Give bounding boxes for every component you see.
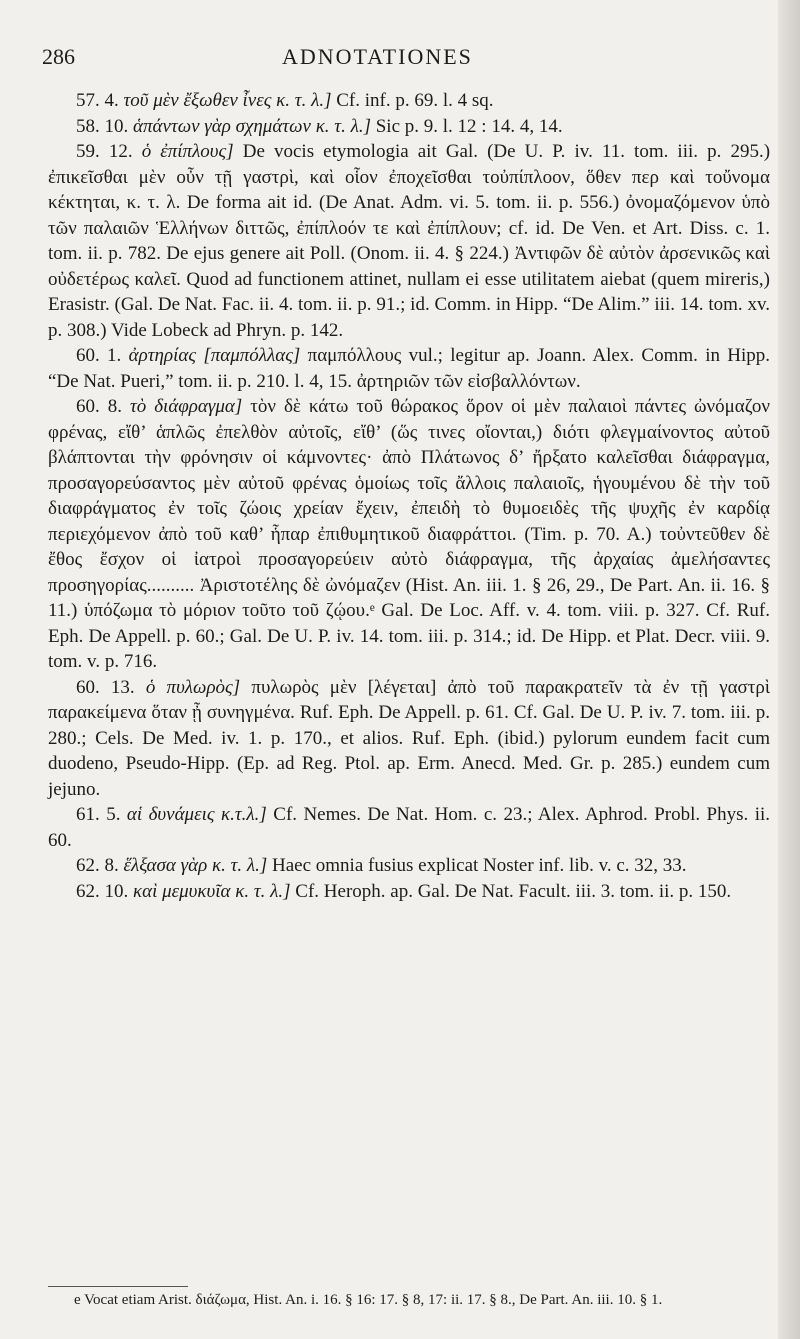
- annotation-lemma: τὸ διάφραγμα]: [129, 396, 243, 417]
- annotation-ref: 60. 13.: [76, 676, 135, 698]
- annotation-lemma: καὶ μεμυκυῖα κ. τ. λ.]: [133, 880, 291, 902]
- annotation: [48, 853, 770, 879]
- annotation-lemma: ἁπάντων γὰρ σχημάτων κ. τ. λ.]: [133, 115, 371, 137]
- annotation-lemma: αἱ δυνάμεις κ.τ.λ.]: [126, 804, 267, 825]
- footnote-text: Vocat etiam Arist. διάζωμα, Hist. An. i. 16. § 16: 17. § 8, 17: ii. 17. § 8., De Part. An. iii. 10. § 1.: [84, 1292, 663, 1308]
- page-number: 286: [42, 44, 75, 69]
- annotation-ref: 62. 10.: [76, 880, 129, 902]
- annotation: [48, 114, 770, 140]
- annotation-lemma: ὁ πυλωρὸς]: [145, 676, 241, 698]
- annotation: [48, 343, 770, 394]
- annotation-ref: 62. 8.: [76, 855, 119, 876]
- page-header: [42, 44, 750, 74]
- annotation-text: Cf. inf. p. 69. l. 4 sq.: [336, 90, 494, 111]
- annotation-text: Cf. Heroph. ap. Gal. De Nat. Facult. iii. 3. tom. ii. p. 150.: [295, 880, 732, 902]
- annotation: [48, 802, 770, 853]
- running-head: ADNOTATIONES: [282, 44, 473, 69]
- annotation-text: Sic p. 9. l. 12 : 14. 4, 14.: [375, 115, 563, 137]
- annotation-ref: 60. 1.: [76, 345, 122, 366]
- annotation-text: παμπόλλους vul.; legitur ap. Joann. Alex. Comm. in Hipp. “De Nat. Pueri,” tom. ii. p. 210. l. 4, 15. ἀρτηριῶν τῶν εἰσβαλλόντων.: [48, 345, 771, 392]
- annotation-lemma: τοῦ μὲν ἔξωθεν ἶνες κ. τ. λ.]: [123, 90, 332, 111]
- annotation-text: De vocis etymologia ait Gal. (De U. P. iv. 11. tom. iii. p. 295.) ἐπικεῖσθαι μὲν οὖν τῇ γαστρὶ, καὶ οἷον ἐποχεῖσθαι τοὐπίπλοον, ὅθεν περ καὶ τοὔνομα κέκτηται, κ. τ. λ. De forma ait id. (De Anat. Adm. vi. 5. tom. ii. p. 556.) ὀνομαζόμενον ὑπὸ τῶν παλαιῶν Ἑλλήνων διττῶς, ἐπίπλοόν τε καὶ ἐπίπλουν; cf. id. De Ven. et Art. Diss. c. 1. tom. ii. p. 782. De ejus genere ait Poll. (Onom. ii. 4. § 224.) Ἀντιφῶν δὲ αὐτὸν ἀρσενικῶς καὶ οὐδετέρως καλεῖ. Quod ad functionem attinet, nullam ei esse utilitatem aiebat (quem mireris,) Erasistr. (Gal. De Nat. Fac. ii. 4. tom. ii. p. 91.; id. Comm. in Hipp. “De Alim.” iii. 14. tom. xv. p. 308.) Vide Lobeck ad Phryn. p. 142.: [48, 141, 771, 341]
- annotation-ref: 58. 10.: [76, 115, 129, 137]
- annotation-lemma: ἀρτηρίας [παμπόλλας]: [128, 345, 301, 366]
- annotation-text: Haec omnia fusius explicat Noster inf. lib. v. c. 32, 33.: [272, 855, 687, 876]
- annotation-ref: 57. 4.: [76, 90, 119, 111]
- annotation-ref: 59. 12.: [76, 141, 133, 162]
- footnote-rule: [48, 1286, 188, 1287]
- annotation-text: πυλωρὸς μὲν [λέγεται] ἀπὸ τοῦ παρακρατεῖν τὰ ἐν τῇ γαστρὶ παρακείμενα ὅταν ᾖ συνηγμένα. Ruf. Eph. De Appell. p. 61. Cf. Gal. De U. P. iv. 7. tom. iii. p. 280.; Cels. De Med. iv. 1. p. 170., et alios. Ruf. Eph. (ibid.) pylorum eundem facit cum duodeno, Pseudo-Hipp. (Ep. ad Reg. Ptol. ap. Erm. Anecd. Med. Gr. p. 285.) eundem cum jejuno.: [48, 676, 771, 800]
- annotation-ref: 61. 5.: [76, 804, 121, 825]
- annotation-list: [48, 88, 770, 904]
- annotation: [48, 394, 770, 675]
- annotation: [48, 139, 770, 343]
- footnote-marker: e: [74, 1292, 81, 1308]
- annotation: [48, 879, 770, 905]
- annotation: [48, 675, 770, 803]
- annotation-lemma: ὁ ἐπίπλους]: [141, 141, 234, 162]
- annotation: [48, 88, 770, 114]
- footnote: [48, 1290, 770, 1310]
- annotation-ref: 60. 8.: [76, 396, 122, 417]
- annotation-text: Cf. Nemes. De Nat. Hom. c. 23.; Alex. Aphrod. Probl. Phys. ii. 60.: [48, 804, 771, 851]
- annotation-text: τὸν δὲ κάτω τοῦ θώρακος ὅρον οἱ μὲν παλαιοὶ πάντες ὠνόμαζον φρένας, εἴθ’ ἁπλῶς ἐπελθὸν αὐτοῖς, εἴθ’ (ὥς τινες οἴονται,) διότι φλεγμαίνοντος αὐτοῦ βλάπτονται τὴν φρόνησιν οἱ κάμνοντες· ἀπὸ Πλάτωνος δ’ ἤρξατο καλεῖσθαι διάφραγμα, προσαγορεύσαντος μὲν αὐτοῦ φρένας ὁμοίως τοῖς ἄλλοις παλαιοῖς, ἡγουμένου δὲ τὴν τοῦ διαφράγματος ἐν τοῖς ζώοις χρείαν ἔχειν, ἐπειδὴ τὸ θυμοειδὲς τῆς ψυχῆς ἐν καρδίᾳ περιεχόμενον ἀπὸ τοῦ καθ’ ἧπαρ ἐπιθυμητικοῦ διαφράττοι. (Tim. p. 70. A.) τοὐντεῦθεν δὲ ἔθος ἔσχον οἱ ἰατροὶ προσαγορεύειν αὐτὸ διάφραγμα, τῆς ἀρχαίας ἀμελήσαντες προσηγορίας.......... Ἀριστοτέλης δὲ ὠνόμαζεν (Hist. An. iii. 1. § 26, 29., De Part. An. ii. 16. § 11.) ὑπόζωμα τὸ μόριον τοῦτο τοῦ ζῴου.ᵉ Gal. De Loc. Aff. v. 4. tom. viii. p. 327. Cf. Ruf. Eph. De Appell. p. 60.; Gal. De U. P. iv. 14. tom. iii. p. 314.; id. De Hipp. et Plat. Decr. viii. 9. tom. v. p. 716.: [48, 396, 771, 672]
- page-edge: [778, 0, 800, 1339]
- annotation-lemma: ἕλξασα γὰρ κ. τ. λ.]: [123, 855, 268, 876]
